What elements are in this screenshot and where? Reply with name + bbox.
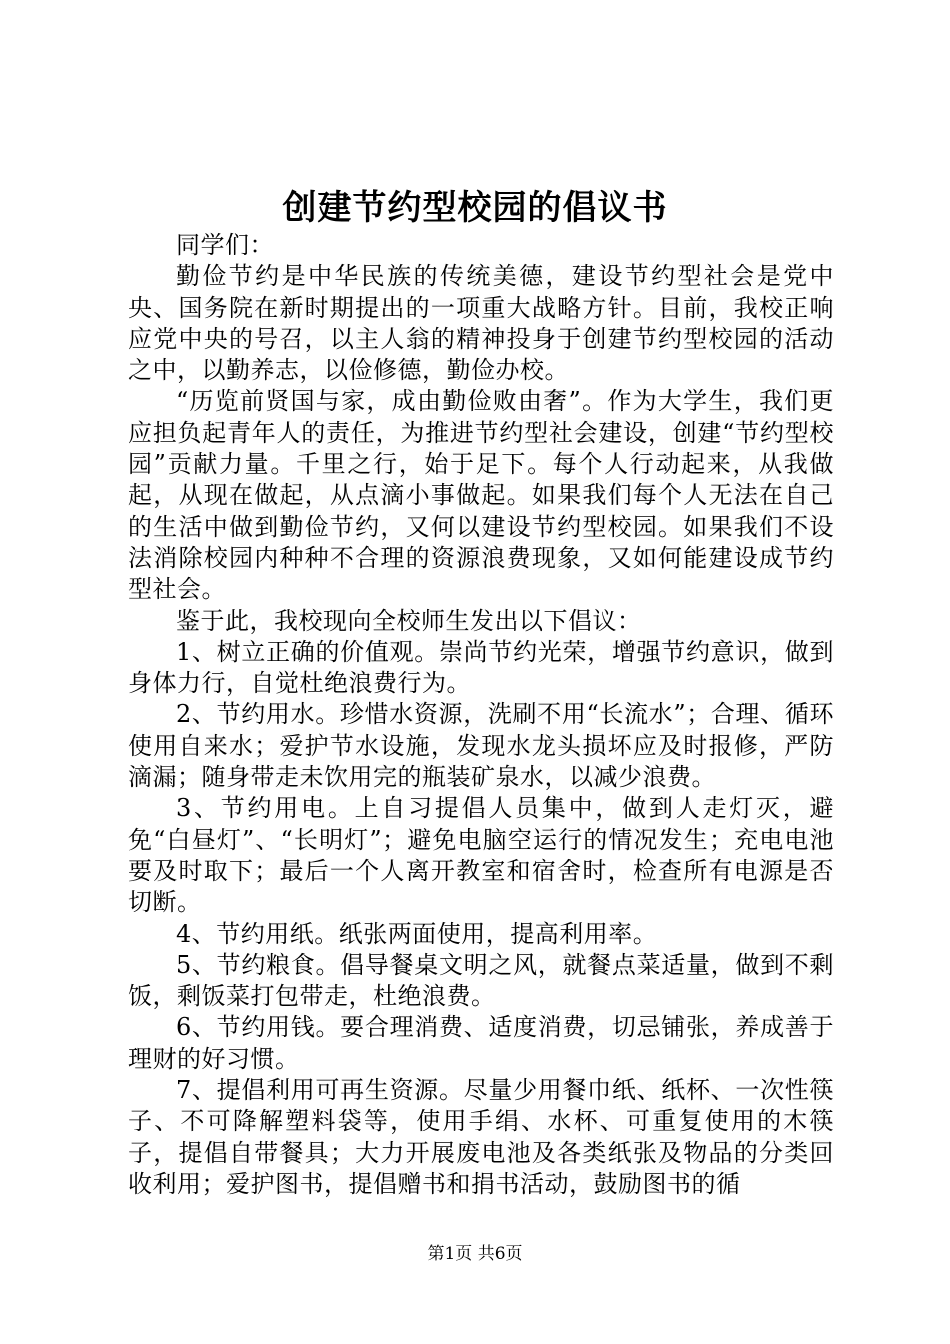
proposal-item: 5、节约粮食。倡导餐桌文明之风，就餐点菜适量，做到不剩饭，剩饭菜打包带走，杜绝浪费。 [128,950,834,1011]
salutation: 同学们： [176,231,274,259]
paragraph: 鉴于此，我校现向全校师生发出以下倡议： [176,606,642,635]
proposal-item: 2、节约用水。珍惜水资源，洗刷不用“长流水”；合理、循环使用自来水；爱护节水设施，发现水龙头损坏应及时报修，严防滴漏；随身带走未饮用完的瓶装矿泉水，以减少浪费。 [128,700,834,792]
document-body [128,230,834,1200]
page-number-footer: 第1页 共6页 [427,1244,523,1264]
proposal-item: 7、提倡利用可再生资源。尽量少用餐巾纸、纸杯、一次性筷子、不可降解塑料袋等，使用手绢、水杯、可重复使用的木筷子，提倡自带餐具；大力开展废电池及各类纸张及物品的分类回收利用；爱护图书，提倡赠书和捐书活动，鼓励图书的循 [128,1076,834,1198]
paragraph: “历览前贤国与家，成由勤俭败由奢”。作为大学生，我们更应担负起青年人的责任，为推进节约型社会建设，创建“节约型校园”贡献力量。千里之行，始于足下。每个人行动起来，从我做起，从现在做起，从点滴小事做起。如果我们每个人无法在自己的生活中做到勤俭节约，又何以建设节约型校园。如果我们不设法消除校园内种种不合理的资源浪费现象，又如何能建设成节约型社会。 [128,387,834,604]
proposal-item: 1、树立正确的价值观。崇尚节约光荣，增强节约意识，做到身体力行，自觉杜绝浪费行为。 [128,637,834,698]
proposal-item: 6、节约用钱。要合理消费、适度消费，切忌铺张，养成善于理财的好习惯。 [128,1013,834,1073]
proposal-item: 4、节约用纸。纸张两面使用，提高利用率。 [176,919,658,948]
document-title: 创建节约型校园的倡议书 [282,188,668,228]
paragraph: 勤俭节约是中华民族的传统美德，建设节约型社会是党中央、国务院在新时期提出的一项重大战略方针。目前，我校正响应党中央的号召，以主人翁的精神投身于创建节约型校园的活动之中，以勤养志，以俭修德，勤俭办校。 [128,262,834,385]
proposal-item: 3、节约用电。上自习提倡人员集中，做到人走灯灭，避免“白昼灯”、“长明灯”；避免电脑空运行的情况发生；充电电池要及时取下；最后一个人离开教室和宿舍时，检查所有电源是否切断。 [128,794,834,917]
